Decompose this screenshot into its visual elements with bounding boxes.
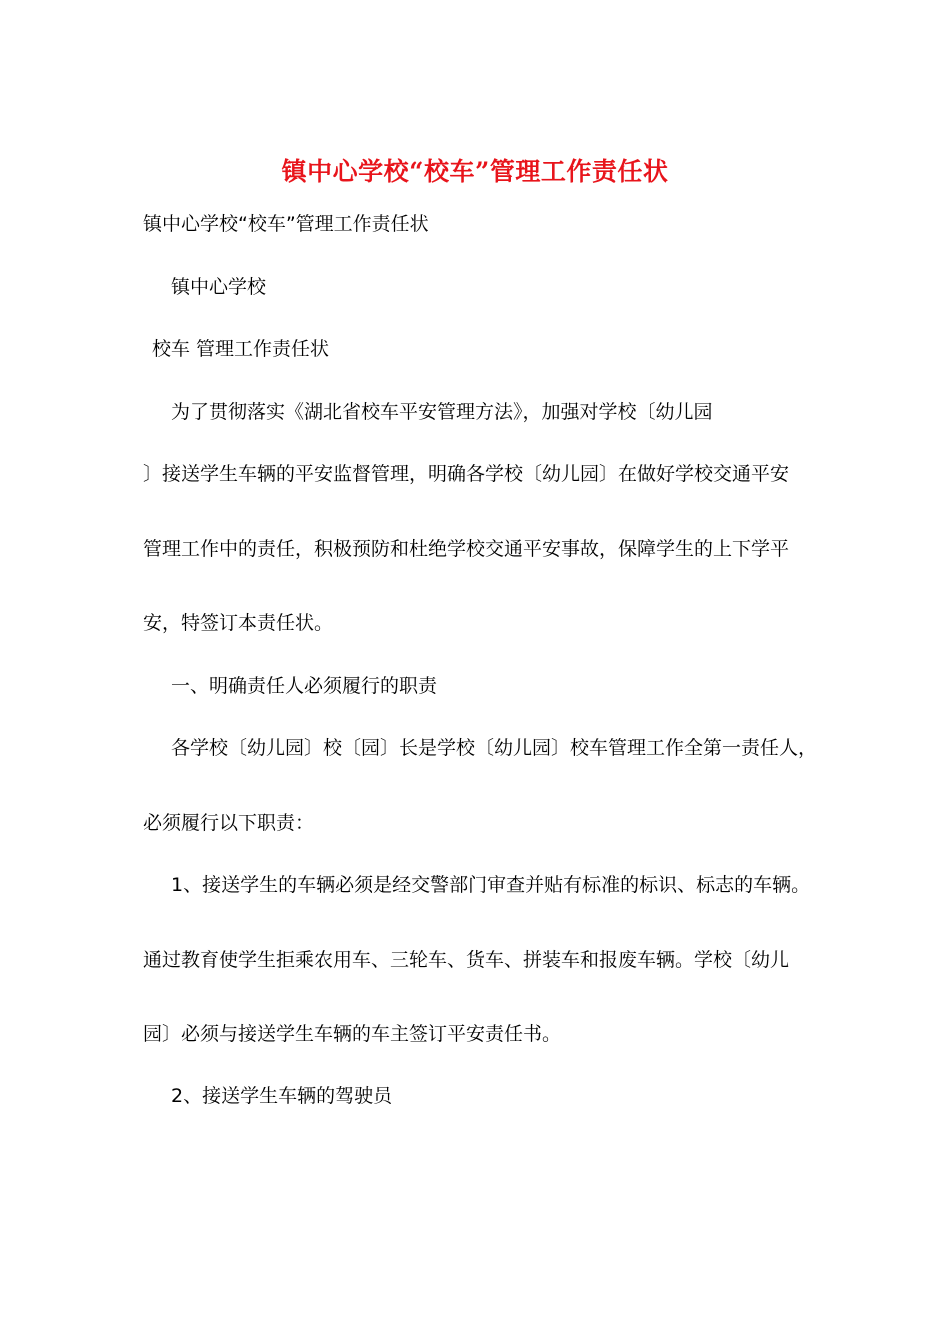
list-item: 1、接送学生的车辆必须是经交警部门审查并贴有标准的标识、标志的车辆。 [171, 874, 811, 896]
paragraph-line: 〕接送学生车辆的平安监督管理，明确各学校〔幼儿园〕在做好学校交通平安 [143, 463, 790, 485]
section-heading: 一、明确责任人必须履行的职责 [171, 675, 438, 697]
paragraph-line: 为了贯彻落实《湖北省校车平安管理方法》，加强对学校〔幼儿园 [171, 401, 713, 423]
paragraph-line: 必须履行以下职责： [143, 812, 315, 834]
document-title: 镇中心学校“校车”管理工作责任状 [281, 157, 669, 186]
subtitle-line: 镇中心学校“校车”管理工作责任状 [143, 213, 429, 235]
paragraph-line: 通过教育使学生拒乘农用车、三轮车、货车、拼装车和报废车辆。学校〔幼儿 [143, 949, 790, 971]
paragraph-line: 校车 管理工作责任状 [152, 338, 330, 360]
list-item: 2、接送学生车辆的驾驶员 [171, 1085, 393, 1107]
paragraph-line: 安，特签订本责任状。 [143, 612, 334, 634]
paragraph-line: 各学校〔幼儿园〕校〔园〕长是学校〔幼儿园〕校车管理工作全第一责任人， [171, 737, 818, 759]
paragraph-line: 镇中心学校 [171, 276, 267, 298]
paragraph-line: 园〕必须与接送学生车辆的车主签订平安责任书。 [143, 1023, 562, 1045]
paragraph-line: 管理工作中的责任，积极预防和杜绝学校交通平安事故，保障学生的上下学平 [143, 538, 790, 560]
